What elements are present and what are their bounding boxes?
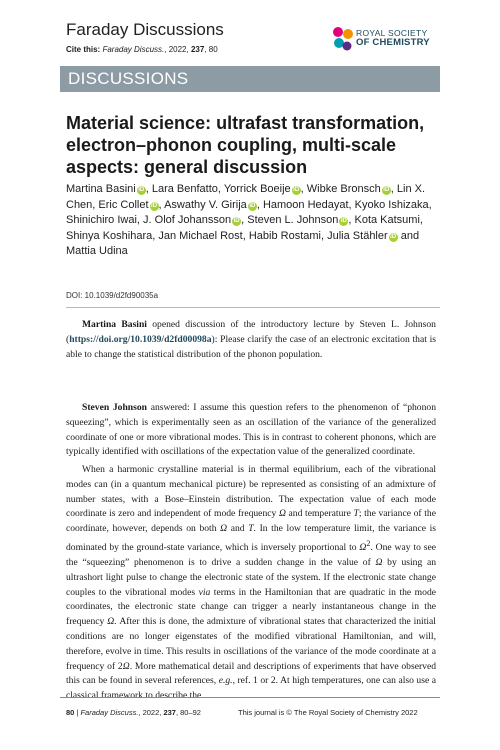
text: ; the variance of the coordinate, however, depends on both bbox=[66, 508, 436, 535]
author-name[interactable]: Jan Michael Rost bbox=[158, 229, 243, 242]
banner-label: DISCUSSIONS bbox=[68, 69, 189, 88]
article-title: Material science: ultrafast transformation, electron–phonon coupling, multi-scale aspects: general discussion bbox=[66, 113, 425, 177]
footer-journal: Faraday Discuss. bbox=[80, 708, 139, 717]
footer-pages: , 80–92 bbox=[175, 708, 201, 717]
author-name[interactable]: J. Olof Johansson bbox=[143, 214, 232, 226]
cite-prefix: Cite this: bbox=[66, 45, 103, 54]
symbol: T bbox=[353, 508, 359, 520]
author-name[interactable]: Aswathy V. Girija bbox=[164, 198, 247, 211]
orcid-icon[interactable]: iD bbox=[293, 187, 300, 193]
text: terms in the Hamiltonian that are quadratic in the mode coordinates, the electronic state change can trigger a nearly instantaneous change in the frequency bbox=[66, 586, 436, 628]
text: , ref. 1 or 2. At high temperatures, one can also use a classical framework to describe the bbox=[66, 675, 436, 702]
orcid-icon[interactable]: iD bbox=[390, 233, 397, 240]
symbol: Ω bbox=[375, 556, 383, 568]
author-name[interactable]: Steven L. Johnson bbox=[247, 214, 339, 226]
page-number: 80 bbox=[66, 708, 75, 717]
orcid-icon[interactable]: iD bbox=[138, 187, 145, 193]
symbol: Ω bbox=[278, 508, 286, 520]
doi: DOI: 10.1039/d2fd90035a bbox=[66, 291, 159, 300]
footer-divider bbox=[60, 697, 440, 698]
text: . In the low temperature limit, the variance is dominated by the ground-state variance, which is inversely proportional to bbox=[66, 523, 436, 554]
author-name[interactable]: Lin X. Chen bbox=[66, 183, 426, 211]
author-name[interactable]: Hamoon Hedayat bbox=[262, 198, 349, 211]
paragraph-question bbox=[66, 318, 436, 362]
exponent: 2 bbox=[366, 538, 371, 548]
symbol: Ω bbox=[122, 660, 130, 672]
publisher-name bbox=[356, 28, 430, 48]
cite-page: , 80 bbox=[204, 45, 218, 54]
author-name[interactable]: Lara Benfatto bbox=[151, 183, 218, 195]
author-name[interactable]: Wibke Bronsch bbox=[306, 183, 381, 195]
italic-text: e.g. bbox=[218, 675, 233, 687]
footer-year: , 2022, bbox=[138, 708, 164, 717]
doi-link[interactable]: https://doi.org/10.1039/d2fd00098a bbox=[69, 333, 212, 345]
cite-volume: 237 bbox=[190, 45, 205, 54]
author-name[interactable]: Julia Stähler bbox=[327, 229, 388, 242]
footer-citation: 80 | Faraday Discuss., 2022, 237, 80–92 bbox=[66, 708, 201, 717]
author-name[interactable]: Habib Rostami bbox=[248, 229, 321, 242]
divider bbox=[66, 307, 440, 308]
author-name[interactable]: Kota Katsumi bbox=[354, 214, 420, 226]
text: answered: I assume this question refers to the phenomenon of “phonon squeezing”, which is experimentally seen as an oscillation of the variance of the generalized coordinate of one or more vibrational modes. This is in contrast to coherent phonons, which are typically identified with oscillations of the expectation value of the generalized coordinate. bbox=[66, 402, 436, 458]
text: . One way to see the “squeezing” phenomenon is to drive a sudden change in the value of bbox=[66, 542, 436, 568]
symbol: Ω bbox=[220, 523, 228, 535]
paragraph-body bbox=[66, 463, 436, 704]
symbol: Ω bbox=[107, 616, 115, 628]
symbol: T bbox=[248, 523, 254, 535]
author-name[interactable]: Eric Collet bbox=[98, 198, 149, 211]
orcid-icon[interactable]: iD bbox=[233, 218, 240, 224]
text: and temperature bbox=[285, 508, 354, 520]
footer-copyright: This journal is © The Royal Society of Chemistry 2022 bbox=[238, 708, 418, 717]
cite-line bbox=[66, 45, 218, 54]
cite-year: , 2022, bbox=[164, 45, 191, 54]
text: by using an ultrashort light pulse to change the electronic state of the system. If the electronic state change couples to the vibrational modes bbox=[66, 556, 436, 598]
text: . After this is done, the admixture of vibrational states that characterized the initial conditions are no longer eigenstates of the modified vibrational Hamiltonian, and will, therefore, evolve in time. This results in oscillations of the variance of the mode coordinate at a frequency of 2 bbox=[66, 616, 436, 672]
author-name[interactable]: Mattia Udina bbox=[66, 245, 128, 257]
speaker-name: Martina Basini bbox=[82, 319, 147, 330]
orcid-icon[interactable]: iD bbox=[151, 202, 158, 209]
italic-text: via bbox=[198, 586, 211, 598]
author-name[interactable]: Shinichiro Iwai bbox=[66, 214, 137, 226]
publisher-line2: OF CHEMISTRY bbox=[356, 37, 430, 48]
text: When a harmonic crystalline material is in thermal equilibrium, each of the vibrational modes can (in a quantum mechanical picture) be represented as consisting of an admixture of number states, with a Bose–Einstein distribution. The expectation value of each mode coordinate is zero and independent of mode frequency bbox=[66, 464, 436, 520]
author-name[interactable]: Yorrick Boeije bbox=[223, 183, 291, 195]
symbol: Ω bbox=[359, 542, 367, 554]
section-banner bbox=[60, 66, 440, 92]
footer-volume: 237 bbox=[163, 708, 176, 717]
speaker-name: Steven Johnson bbox=[82, 402, 148, 413]
publisher-line1: ROYAL SOCIETY bbox=[356, 28, 428, 38]
paragraph-answer bbox=[66, 401, 436, 460]
orcid-icon[interactable]: iD bbox=[383, 187, 390, 193]
text: ): Please clarify the case of an electronic excitation that is able to change the statistical distribution of the phonon population. bbox=[66, 333, 436, 360]
author-name[interactable]: Shinya Koshihara bbox=[66, 229, 153, 242]
author-list: Martina Basini iD , Lara Benfatto, Yorrick Boeije iD , Wibke Bronsch iD , Lin X. Chen, Eric Collet iD , Aswathy V. Girija iD , Hamoon Hedayat, Kyoko Ishizaka, Shinichiro Iwai, J. Olof Johansson iD , Steven L. Johnson iD , Kota Katsumi, Shinya Koshihara, Jan Michael Rost, Habib Rostami, Julia Stähler iD and Mattia Udina bbox=[66, 183, 432, 257]
text: opened discussion of the introductory lecture by Steven L. Johnson ( bbox=[66, 319, 436, 345]
author-name[interactable]: Martina Basini bbox=[66, 183, 136, 195]
orcid-icon[interactable]: iD bbox=[249, 202, 256, 209]
journal-title: Faraday Discussions bbox=[66, 20, 224, 39]
text: . More mathematical detail and descriptions of experiments that have observed this can be found in several references, bbox=[66, 660, 436, 687]
author-name[interactable]: Kyoko Ishizaka bbox=[354, 198, 429, 211]
text: and bbox=[227, 523, 249, 535]
orcid-icon[interactable]: iD bbox=[340, 218, 347, 224]
cite-journal: Faraday Discuss. bbox=[102, 45, 165, 54]
